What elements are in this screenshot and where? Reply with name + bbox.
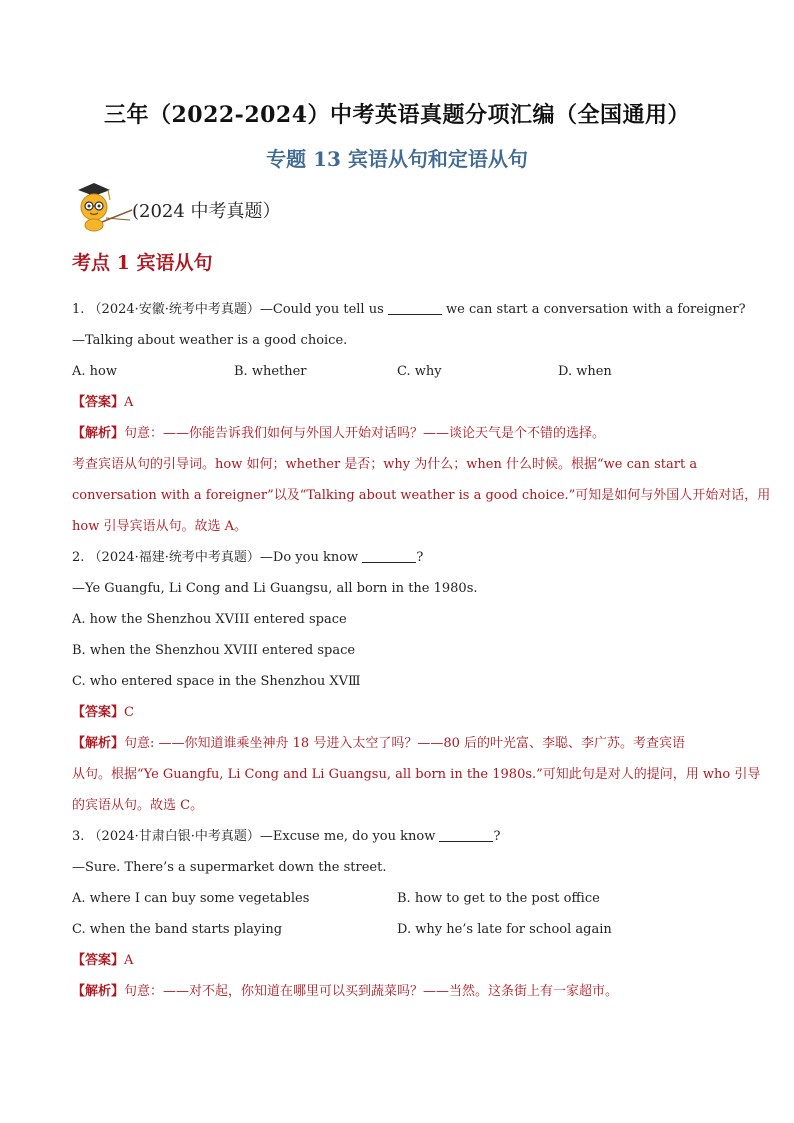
analysis-line: 的宾语从句。故选 C。: [72, 798, 204, 813]
analysis-tag: 【解析】: [72, 736, 125, 751]
option: C. why: [397, 364, 442, 379]
question-stem: [72, 542, 732, 573]
analysis-line: [72, 728, 732, 759]
option: C. who entered space in the Shenzhou XVⅢ: [72, 674, 361, 689]
stem-text: —Excuse me, do you know: [259, 829, 436, 844]
page-title: 三年（2022-2024）中考英语真题分项汇编（全国通用）: [103, 102, 691, 128]
answer-blank: [362, 548, 416, 563]
year-label: (2024 中考真题）: [132, 201, 281, 222]
option: B. whether: [234, 364, 307, 379]
analysis-line: conversation with a foreigner”以及“Talking about weather is a good choice.”可知是如何与外国人开始对话，用: [72, 488, 771, 503]
analysis-line: [72, 418, 732, 449]
answer-value: C: [124, 705, 134, 720]
question-reply: —Sure. There’s a supermarket down the street.: [72, 860, 387, 875]
option: D. when: [558, 364, 612, 379]
answer-tag: 【答案】: [72, 395, 125, 410]
question-stem: [72, 294, 746, 325]
stem-text: ?: [416, 550, 424, 565]
answer-blank: [439, 827, 493, 842]
year-heading: [72, 180, 281, 232]
option: A. where I can buy some vegetables: [72, 891, 310, 906]
answer-value: A: [124, 395, 134, 410]
analysis-line: [72, 976, 732, 1007]
question-list: [72, 294, 771, 1007]
options-row: [72, 914, 732, 945]
answer-tag: 【答案】: [72, 953, 125, 968]
analysis-line: 从句。根据“Ye Guangfu, Li Cong and Li Guangsu, all born in the 1980s.”可知此句是对人的提问，用 who 引导: [72, 767, 761, 782]
answer-line: [72, 697, 732, 728]
option: A. how the Shenzhou XVIII entered space: [72, 612, 347, 627]
option: C. when the band starts playing: [72, 922, 283, 937]
question-number: 2.: [72, 550, 85, 565]
options-row: [72, 356, 732, 387]
answer-tag: 【答案】: [72, 705, 125, 720]
question-reply: —Talking about weather is a good choice.: [72, 333, 348, 348]
question-source: （2024·甘肃白银·中考真题）: [88, 829, 260, 844]
stem-text: —Do you know: [259, 550, 359, 565]
option: B. how to get to the post office: [397, 891, 600, 906]
page-subtitle: 专题 13 宾语从句和定语从句: [266, 147, 528, 171]
question-source: （2024·福建·统考中考真题）: [88, 550, 260, 565]
analysis-tag: 【解析】: [72, 426, 125, 441]
option: B. when the Shenzhou XVIII entered space: [72, 643, 356, 658]
question-stem: [72, 821, 732, 852]
graduate-mascot-icon: [72, 180, 134, 232]
analysis-tag: 【解析】: [72, 984, 125, 999]
answer-blank: [388, 300, 442, 315]
section-heading: 考点 1 宾语从句: [72, 252, 213, 274]
analysis-text: 句意：——你能告诉我们如何与外国人开始对话吗？——谈论天气是个不错的选择。: [124, 426, 606, 441]
answer-line: [72, 387, 732, 418]
answer-line: [72, 945, 732, 976]
analysis-text: 句意: ——你知道谁乘坐神舟 18 号进入太空了吗？——80 后的叶光富、李聪、李广苏。考查宾语: [124, 736, 686, 751]
question-source: （2024·安徽·统考中考真题）: [88, 302, 260, 317]
analysis-line: how 引导宾语从句。故选 A。: [72, 519, 247, 534]
stem-text: ?: [493, 829, 501, 844]
option: D. why he’s late for school again: [397, 922, 612, 937]
option: A. how: [72, 364, 117, 379]
analysis-text: 句意：——对不起，你知道在哪里可以买到蔬菜吗？——当然。这条街上有一家超市。: [124, 984, 619, 999]
question-number: 1.: [72, 302, 85, 317]
stem-text: we can start a conversation with a foreigner?: [441, 302, 746, 317]
question-number: 3.: [72, 829, 85, 844]
analysis-line: 考查宾语从句的引导词。how 如何；whether 是否；why 为什么；when 什么时候。根据“we can start a: [72, 457, 698, 472]
answer-value: A: [124, 953, 134, 968]
question-reply: —Ye Guangfu, Li Cong and Li Guangsu, all born in the 1980s.: [72, 581, 478, 596]
stem-text: —Could you tell us: [259, 302, 384, 317]
options-row: [72, 883, 732, 914]
